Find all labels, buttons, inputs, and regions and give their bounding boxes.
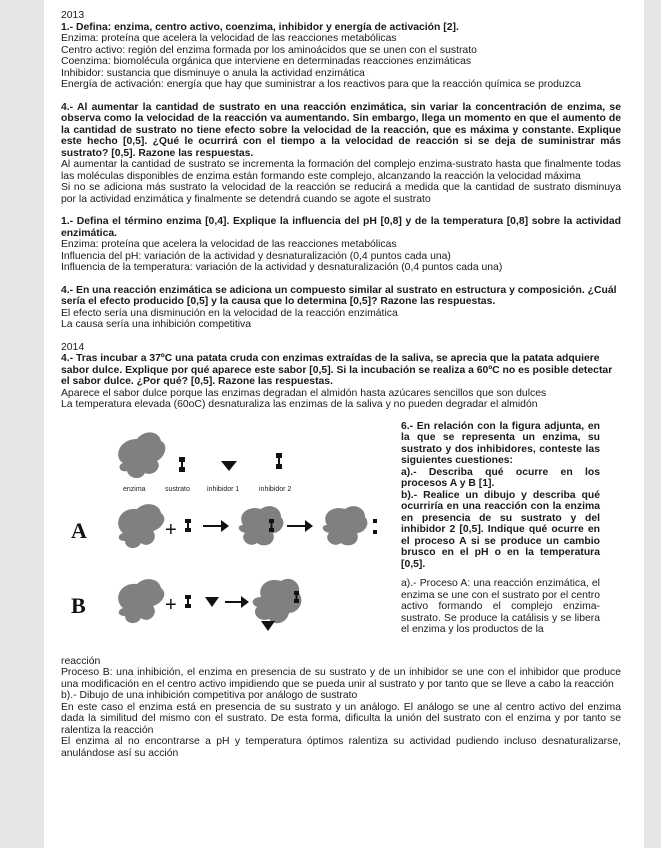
answer-6-b-2: El enzima al no encontrarse a pH y temperatura óptimos ralentiza su actividad pudiendo incluso desnaturalizarse, anulándose así su acción: [61, 736, 621, 759]
year-2014: 2014: [61, 341, 85, 353]
question-4-a: 4.- Al aumentar la cantidad de sustrato en una reacción enzimática, sin variar la concentración de enzima, se observa como la velocidad de la reacción va aumentando. Sin embargo, llega un momento en que el aumento de la cantidad de sustrato no tiene efecto sobre la velocidad de la reacción, que es máxima y constante. Explique este hecho [0,5]. ¿Qué le ocurrirá con el tiempo a la velocidad de reacción si se deja de suministrar más sustrato? [0,5]. Razone las respuestas.: [61, 101, 621, 159]
answer-line: Si no se adiciona más sustrato la velocidad de la reacción se reducirá a medida que la cantidad de sustrato disminuya por la actividad enzimática y finalmente se detendrá cuando se agote el sustrato: [61, 182, 621, 205]
question-6-part-a: a).- Describa qué ocurre en los procesos A y B [1].: [401, 466, 600, 489]
question-4-b: 4.- En una reacción enzimática se adiciona un compuesto similar al sustrato en estructura y composición. ¿Cuál sería el efecto producido [0,5] y la causa que lo determina [0,5]? Razone las respuestas.: [61, 284, 617, 307]
answer-line: Inhibidor: sustancia que disminuye o anula la actividad enzimática: [61, 67, 365, 79]
answer-6-process-b: Proceso B: una inhibición, el enzima en presencia de su sustrato y de un inhibidor se une con el inhibidor que produce una modificación en el centro activo impidiendo que se pueda unir al sustrato y por tanto que se lleve a cabo la reacción: [61, 667, 621, 690]
answer-line: Enzima: proteína que acelera la velocidad de las reacciones metabólicas: [61, 239, 397, 250]
answer-6-b-1: En este caso el enzima está en presencia de su sustrato y un análogo. El análogo se une al centro activo del enzima dada la similitud del mismo con el sustrato. De esta forma, dificulta la unión del sustrato con el enzima y por tanto se ralentiza la reacción: [61, 701, 621, 736]
answer-line: El efecto sería una disminución en la velocidad de la reacción enzimática: [61, 307, 398, 319]
label-inhibidor-1: inhibidor 1: [207, 485, 240, 493]
answer-line: Al aumentar la cantidad de sustrato se incrementa la formación del complejo enzima-sustrato hasta que finalmente todas las moléculas disponibles de enzima están formando este complejo, alcanzando la reacción la velocidad máxima: [61, 159, 621, 182]
row-a-label: A: [71, 517, 87, 543]
answer-line: Coenzima: biomolécula orgánica que interviene en determinadas reacciones enzimáticas: [61, 56, 472, 67]
answer-line: Enzima: proteína que acelera la velocidad de las reacciones metabólicas: [61, 33, 397, 44]
question-1-b: 1.- Defina el término enzima [0,4]. Explique la influencia del pH [0,8] y de la temperatura [0,8] sobre la actividad enzimática.: [61, 216, 621, 239]
answer-line: Centro activo: región del enzima formada por los aminoácidos que se unen con el sustrato: [61, 44, 477, 56]
label-inhibidor-2: inhibidor 2: [259, 485, 292, 493]
document-content: [61, 10, 621, 759]
question-6-part-b: b).- Realice un dibujo y describa qué ocurriría en una reacción con la enzima en presencia de su sustrato y del inhibidor 2 [0,5]. Indique qué ocurre en el proceso A si se produce un cambio brusco en el pH o en la temperatura [0,5].: [401, 489, 600, 570]
answer-line: Aparece el sabor dulce porque las enzimas degradan el almidón hasta azúcares sencillos que son dulces: [61, 387, 547, 399]
question-6: 6.- En relación con la figura adjunta, en la que se representa un enzima, su sustrato y dos inhibidores, conteste las siguientes cuestiones:: [401, 420, 600, 466]
question-1-a: 1.- Defina: enzima, centro activo, coenzima, inhibidor y energía de activación [2].: [61, 21, 459, 33]
answer-6-a-start: a).- Proceso A: una reacción enzimática, el enzima se une con el sustrato por el centro activo formando el complejo enzima-sustrato. Se produce la catálisis y se libera el enzima y los productos de la: [401, 578, 600, 635]
label-enzima: enzima: [123, 485, 146, 493]
enzyme-figure: [61, 421, 396, 646]
answer-line: Energía de activación: energía que hay que suministrar a los reactivos para que la reacción química se produzca: [61, 79, 581, 90]
answer-6-b-title: b).- Dibujo de una inhibición competitiva por análogo de sustrato: [61, 690, 358, 701]
answer-line: Influencia de la temperatura: variación de la actividad y desnaturalización (0,4 puntos cada una): [61, 262, 503, 273]
answer-line: Influencia del pH: variación de la actividad y desnaturalización (0,4 puntos cada una): [61, 250, 451, 262]
label-sustrato: sustrato: [165, 485, 190, 493]
answer-6-a-end: reacción: [61, 655, 101, 667]
figure-section: [61, 421, 621, 656]
question-6-column: [401, 421, 600, 636]
row-b-label: B: [71, 592, 86, 618]
svg-text:+: +: [165, 593, 177, 616]
answer-line: La causa sería una inhibición competitiva: [61, 319, 252, 330]
question-4-c: 4.- Tras incubar a 37ºC una patata cruda con enzimas extraídas de la saliva, se aprecia que la patata adquiere sabor dulce. Explique por qué aparece este sabor [0,5]. Si la incubación se realiza a 60ºC no es posible detectar el sabor dulce. ¿Por qué? [0,5]. Razone las respuestas.: [61, 353, 613, 387]
svg-text:+: +: [165, 518, 177, 541]
answer-line: La temperatura elevada (60oC) desnaturaliza las enzimas de la saliva y no pueden degradar el almidón: [61, 399, 538, 410]
document-page: [44, 0, 644, 848]
year-2013: 2013: [61, 10, 85, 21]
